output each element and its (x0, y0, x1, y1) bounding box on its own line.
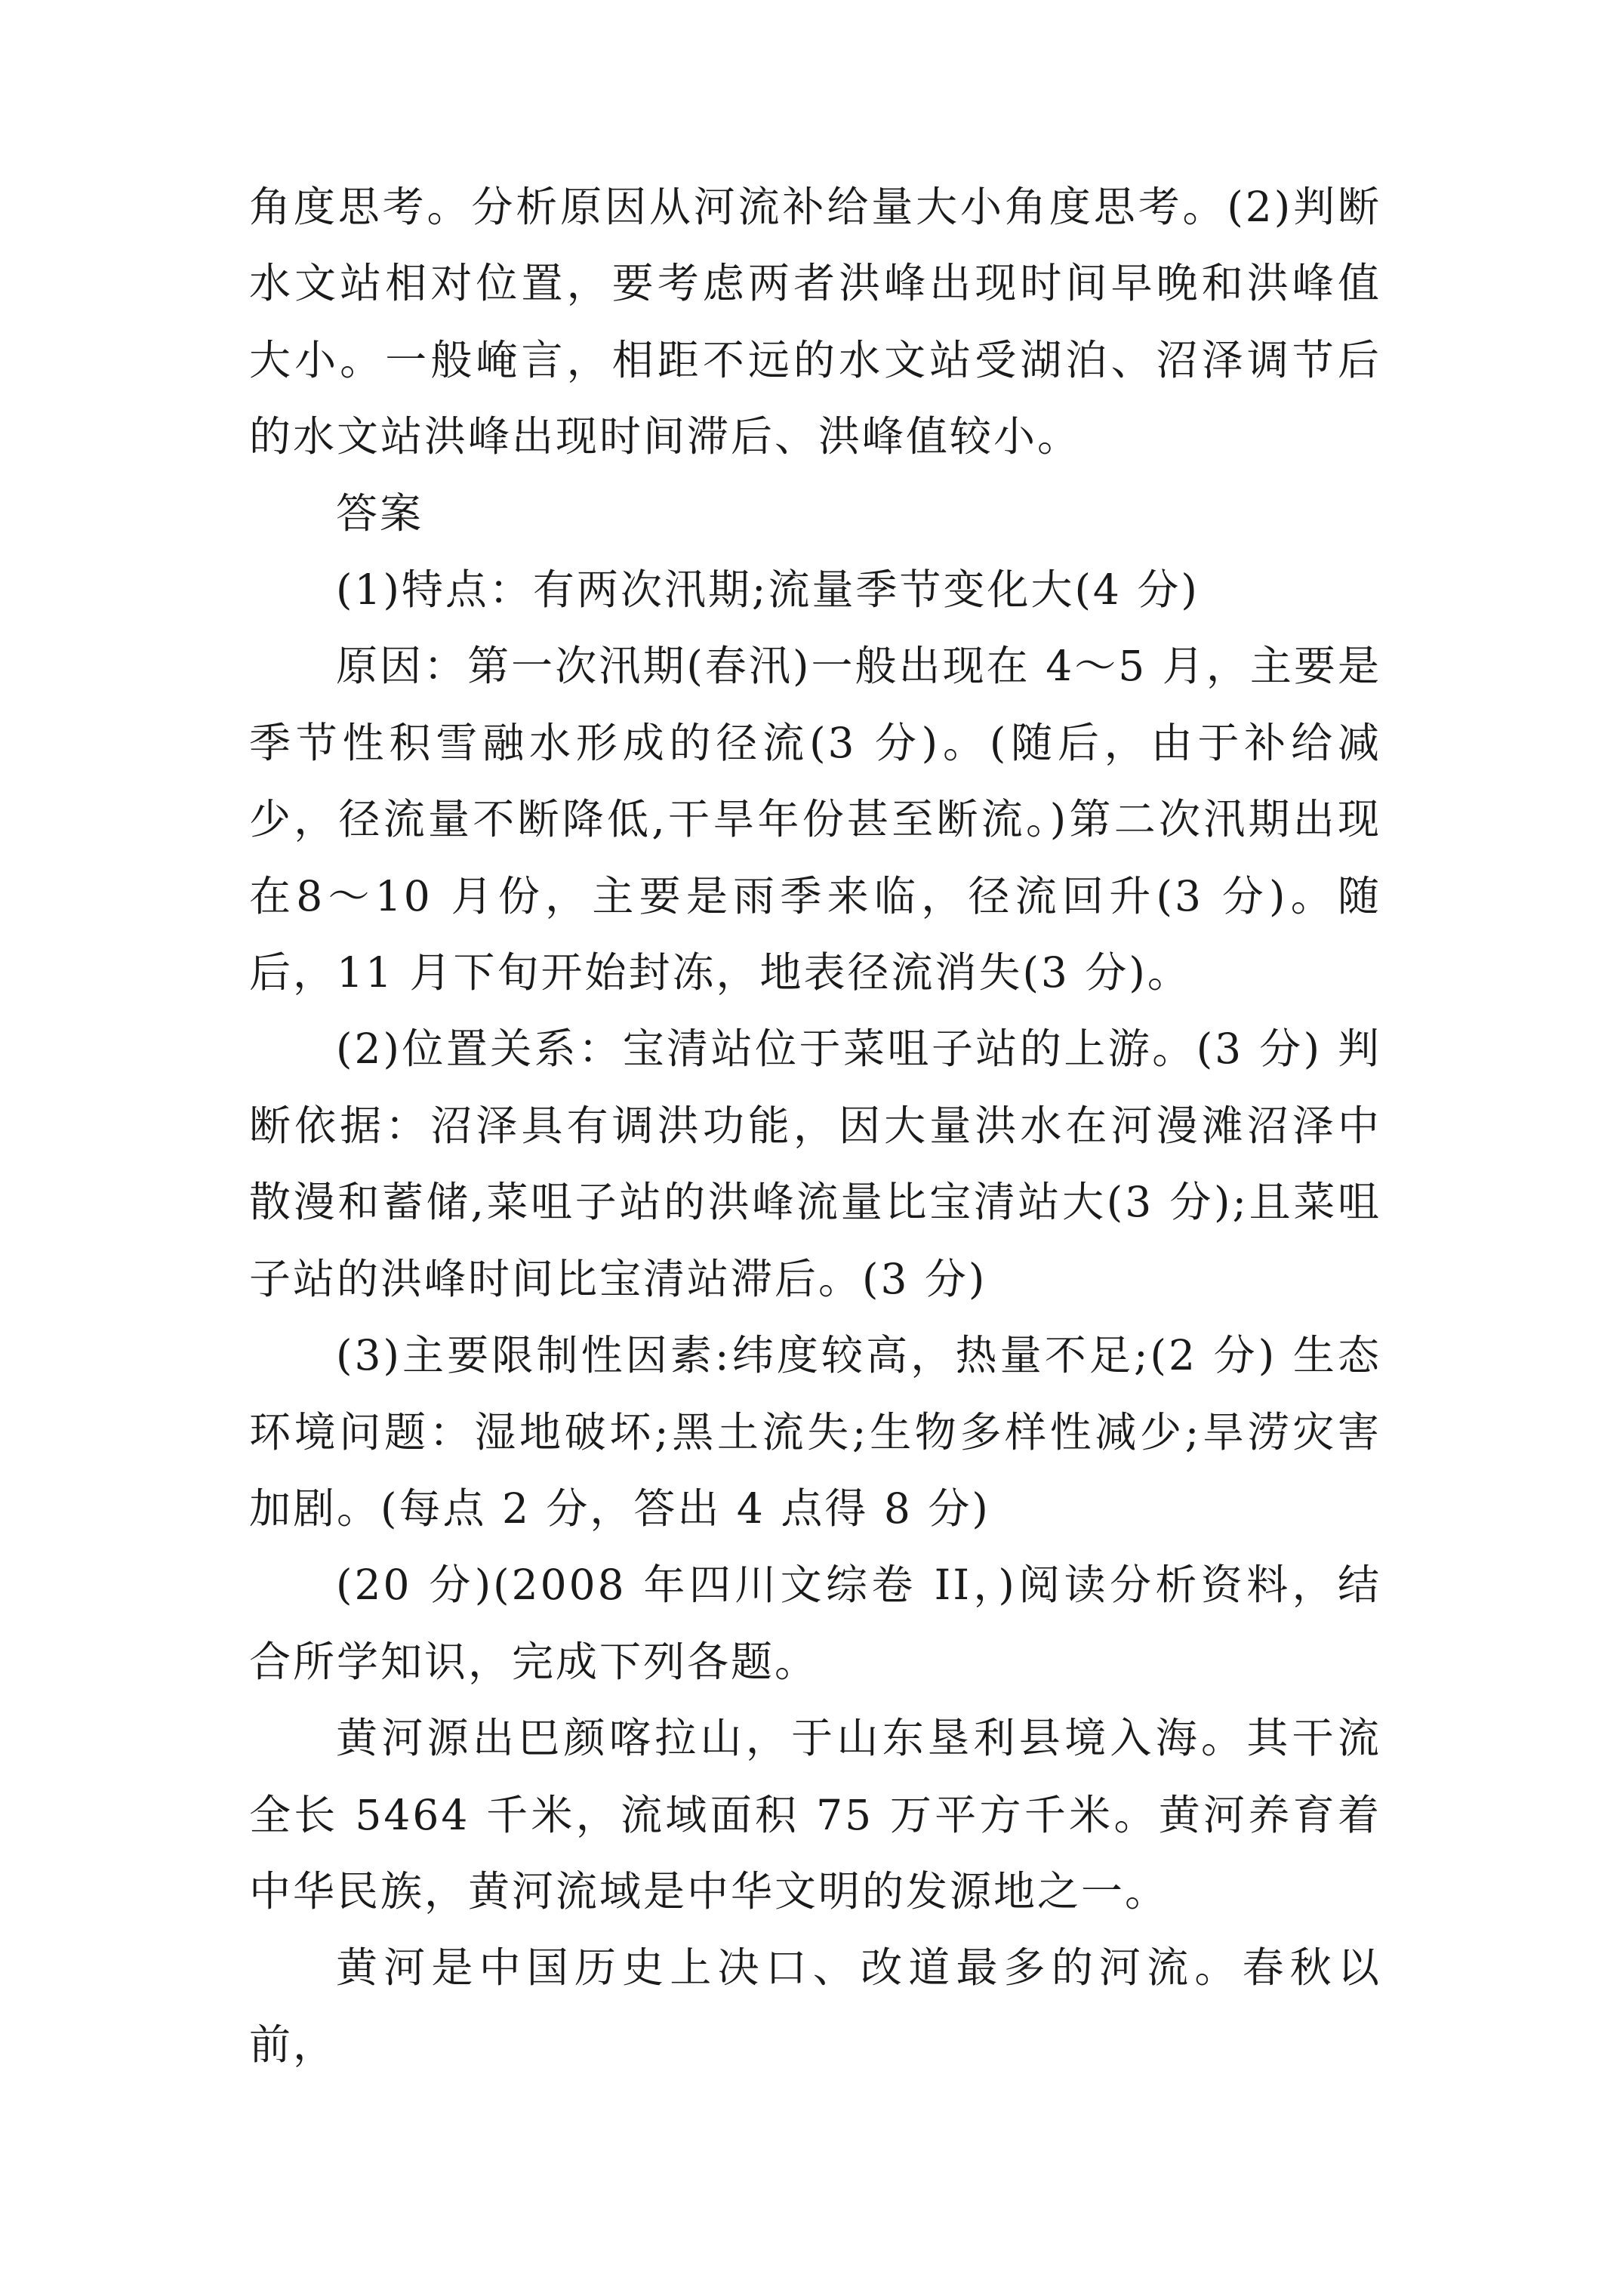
material-paragraph-1: 黄河源出巴颜喀拉山，于山东垦利县境入海。其干流全长 5464 千米，流域面积 75 万平方千米。黄河养育着中华民族，黄河流域是中华文明的发源地之一。 (249, 1714, 1381, 1915)
question-intro: (20 分)(2008 年四川文综卷 II，)阅读分析资料，结合所学知识，完成下列各题。 (249, 1561, 1381, 1686)
answer-heading: 答案 (336, 488, 424, 538)
answer-part-3: (3)主要限制性因素:纬度较高，热量不足;(2 分) 生态环境问题：湿地破坏;黑土流失;生物多样性减少;旱涝灾害加剧。(每点 2 分，答出 4 点得 8 分) (249, 1331, 1381, 1533)
answer-part-1-features: (1)特点：有两次汛期;流量季节变化大(4 分) (336, 566, 1200, 615)
answer-part-2: (2)位置关系：宝清站位于菜咀子站的上游。(3 分) 判断依据：沼泽具有调洪功能，因大量洪水在河漫滩沼泽中散漫和蓄储,菜咀子站的洪峰流量比宝清站大(3 分);且菜咀子站的洪峰时间比宝清站滞后。(3 分) (249, 1025, 1381, 1303)
answer-part-1-reasons: 原因：第一次汛期(春汛)一般出现在 4～5 月，主要是季节性积雪融水形成的径流(3 分)。(随后，由于补给减少，径流量不断降低,干旱年份甚至断流。)第二次汛期出现在8～10 月份，主要是雨季来临，径流回升(3 分)。随后，11 月下旬开始封冻，地表径流消失(3 分)。 (249, 642, 1381, 997)
paragraph-continuation: 角度思考。分析原因从河流补给量大小角度思考。(2)判断水文站相对位置，要考虑两者洪峰出现时间早晚和洪峰值大小。一般崦言，相距不远的水文站受湖泊、沼泽调节后的水文站洪峰出现时间滞后、洪峰值较小。 (249, 183, 1381, 461)
document-body (249, 169, 1381, 2083)
material-paragraph-2: 黄河是中国历史上决口、改道最多的河流。春秋以前， (249, 1943, 1381, 2069)
